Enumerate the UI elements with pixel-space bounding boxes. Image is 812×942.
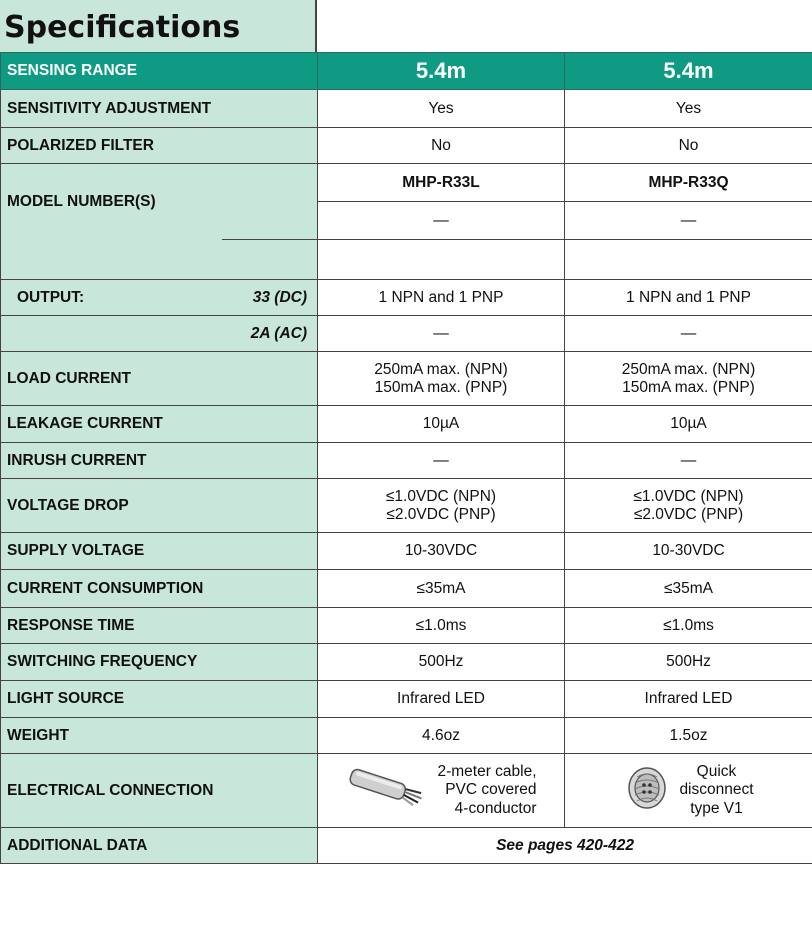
table-row — [1, 570, 812, 608]
table-row — [1, 608, 812, 644]
cell-value — [318, 479, 565, 533]
row-label: SENSITIVITY ADJUSTMENT — [1, 90, 318, 128]
cell-line: disconnect — [679, 781, 754, 799]
table-row — [1, 164, 812, 202]
cell-line: Quick — [696, 762, 737, 780]
cell-value: Yes — [565, 90, 812, 128]
page-title: Specifications — [4, 10, 241, 45]
connection-text — [437, 763, 536, 819]
row-label: ELECTRICAL CONNECTION — [1, 754, 318, 828]
cell-value: Infrared LED — [318, 681, 565, 718]
row-label: WEIGHT — [1, 718, 318, 754]
cell-line: 150mA max. (PNP) — [374, 378, 508, 396]
cell-value: ≤35mA — [565, 570, 812, 608]
row-label: LIGHT SOURCE — [1, 681, 318, 718]
blank-cell — [318, 240, 565, 280]
cell-line: ≤1.0VDC (NPN) — [633, 487, 744, 505]
cell-line: ≤2.0VDC (PNP) — [386, 505, 496, 523]
row-label: POLARIZED FILTER — [1, 128, 318, 164]
row-label: LEAKAGE CURRENT — [1, 406, 318, 443]
table-row — [1, 240, 812, 280]
row-label: RESPONSE TIME — [1, 608, 318, 644]
model-number: MHP-R33Q — [565, 164, 812, 202]
table-row — [1, 128, 812, 164]
table-row — [1, 718, 812, 754]
cell-value: ≤1.0ms — [318, 608, 565, 644]
cell-value: 10µA — [565, 406, 812, 443]
sub-label: 2A (AC) — [222, 316, 318, 352]
row-label: ADDITIONAL DATA — [1, 828, 318, 864]
table-row — [1, 479, 812, 533]
table-row — [1, 828, 812, 864]
cell-value: — — [318, 202, 565, 240]
model-number: MHP-R33L — [318, 164, 565, 202]
cell-value: ≤1.0ms — [565, 608, 812, 644]
table-row — [1, 443, 812, 479]
cell-line: 250mA max. (NPN) — [621, 360, 756, 378]
connection-cell — [318, 754, 565, 828]
cell-line: 250mA max. (NPN) — [374, 360, 508, 378]
row-label: VOLTAGE DROP — [1, 479, 318, 533]
specifications-table — [0, 52, 812, 864]
table-row — [1, 280, 812, 316]
cell-value: No — [318, 128, 565, 164]
cell-value — [565, 479, 812, 533]
cell-value: 10-30VDC — [565, 533, 812, 570]
cell-value — [318, 352, 565, 406]
cell-value: No — [565, 128, 812, 164]
cell-value: 1 NPN and 1 PNP — [318, 280, 565, 316]
sub-label: 33 (DC) — [222, 280, 318, 316]
cell-line: ≤1.0VDC (NPN) — [385, 487, 497, 505]
cell-value: Yes — [318, 90, 565, 128]
cell-line: 150mA max. (PNP) — [622, 378, 755, 396]
blank-cell — [565, 240, 812, 280]
see-pages-reference: See pages 420-422 — [318, 828, 812, 864]
cell-value: 10µA — [318, 406, 565, 443]
table-row — [1, 644, 812, 681]
row-label: LOAD CURRENT — [1, 352, 318, 406]
cell-value: 500Hz — [565, 644, 812, 681]
cell-value: — — [318, 316, 565, 352]
row-label: SUPPLY VOLTAGE — [1, 533, 318, 570]
cell-value: — — [318, 443, 565, 479]
cell-value: 4.6oz — [318, 718, 565, 754]
row-label: SENSING RANGE — [1, 53, 318, 90]
blank-label — [1, 240, 222, 280]
table-row — [1, 681, 812, 718]
row-label: MODEL NUMBER(S) — [1, 164, 318, 240]
row-label: OUTPUT: — [1, 280, 222, 316]
column-header: 5.4m — [318, 53, 565, 90]
table-row — [1, 53, 812, 90]
connection-text — [679, 763, 753, 819]
cell-value: — — [565, 316, 812, 352]
table-row — [1, 90, 812, 128]
title-cell — [0, 0, 317, 52]
table-row — [1, 406, 812, 443]
cell-line: type V1 — [690, 799, 743, 817]
cell-value: ≤35mA — [318, 570, 565, 608]
blank-label — [222, 240, 318, 280]
cell-value: 1.5oz — [565, 718, 812, 754]
cell-line: 4-conductor — [454, 799, 537, 817]
cell-line: ≤2.0VDC (PNP) — [633, 505, 744, 523]
cell-line: 2-meter cable, — [437, 762, 537, 780]
row-label: SWITCHING FREQUENCY — [1, 644, 318, 681]
cell-value: 1 NPN and 1 PNP — [565, 280, 812, 316]
column-header: 5.4m — [565, 53, 812, 90]
cell-line: PVC covered — [445, 781, 537, 799]
cell-value: — — [565, 202, 812, 240]
blank-label — [1, 316, 222, 352]
cell-value: 10-30VDC — [318, 533, 565, 570]
table-row — [1, 754, 812, 828]
row-label: INRUSH CURRENT — [1, 443, 318, 479]
table-row — [1, 352, 812, 406]
table-row — [1, 316, 812, 352]
cable-icon — [345, 765, 427, 816]
connector-icon — [623, 765, 669, 816]
cell-value — [565, 352, 812, 406]
row-label: CURRENT CONSUMPTION — [1, 570, 318, 608]
connection-cell — [565, 754, 812, 828]
table-row — [1, 533, 812, 570]
cell-value: — — [565, 443, 812, 479]
cell-value: Infrared LED — [565, 681, 812, 718]
cell-value: 500Hz — [318, 644, 565, 681]
